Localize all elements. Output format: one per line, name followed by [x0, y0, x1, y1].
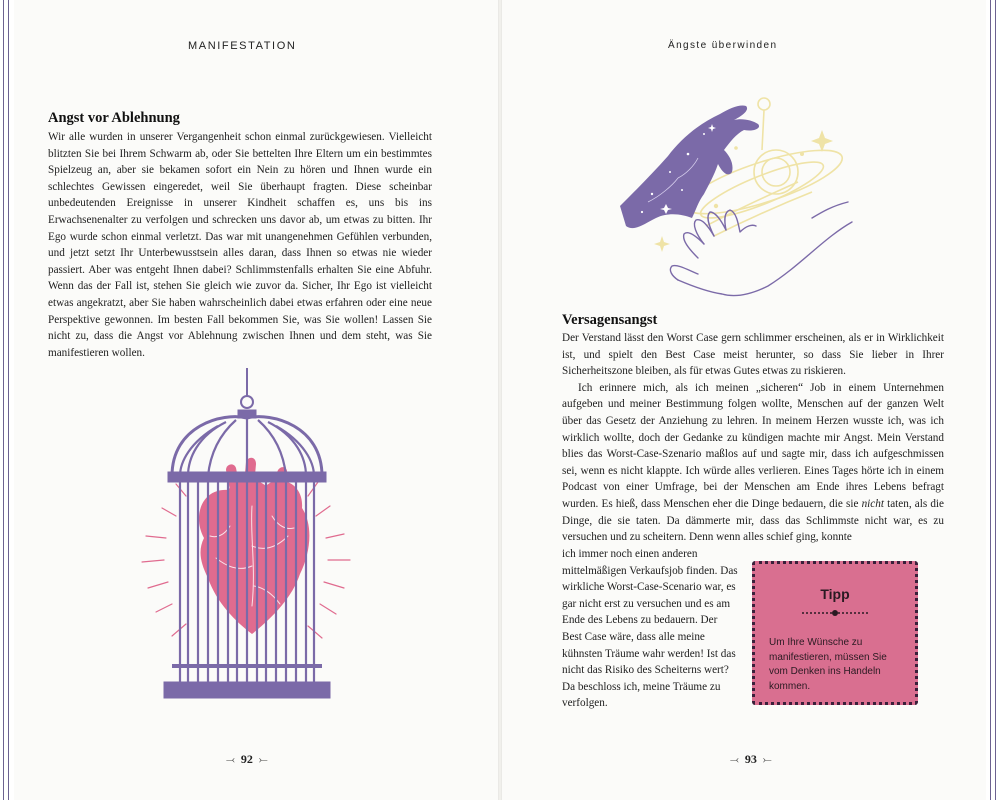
section-title-rejection: Angst vor Ablehnung — [48, 110, 180, 126]
birdcage-heart-illustration — [132, 366, 362, 706]
right-body-text-column — [562, 546, 738, 712]
text-run: Ich erinnere mich, als ich meinen „sicheren“ Job in einem Unternehmen aufgeben und meiner Bestimmung folgen wollte, Menschen auf der ganzen Welt über das Gesetz der Anziehung zu lehren. In meinem Herzen wusste ich, was ich wirklich wollte, doch der Gedanke zu kündigen machte mir Angst. Mein Verstand blies das Worst-Case-Szenario maßlos auf und sagte mir, dass ich aufgeschmissen sei, wenn es nicht klappte. Ich würde alles verlieren. Eines Tages hörte ich in einem Podcast von einer Umfrage, bei der Menschen am Ende ihres Lebens befragt wurden. Es hieß, dass Menschen eher die Dinge bedauern, die sie — [562, 381, 944, 510]
paragraph — [562, 380, 944, 546]
left-running-head: MANIFESTATION — [188, 40, 297, 52]
page-edge-line — [990, 0, 991, 800]
heart-icon — [199, 458, 309, 634]
text-run: taten, als die Dinge, die sie taten. Da dämmerte mir, dass das Schlimmste nicht war, es zu versuchen und zu scheitern. Denn wenn alles schief ging, konnte — [562, 497, 945, 544]
emphasis: nicht — [861, 497, 884, 510]
folio-ornament: ⤚ — [762, 754, 772, 766]
paragraph: Wir alle wurden in unserer Vergangenheit schon einmal zurückgewiesen. Vielleicht blitzten Sie bei Ihrem Schwarm ab, oder Sie bettelten Ihre Eltern um ein bestimmtes Spielzeug an, aber sie bekamen sofort ein Nein zu hören und Ihnen wurde ein schlechtes Gewissen eingeredet, weil Sie überhaupt fragten. Diese scheinbar unbedeutenden Ereignisse in unserer Kindheit schaffen es, uns bis ins Erwachsenenalter zu verfolgen und schrecken uns davor ab, um etwas zu bitten. Ihr Ego wurde schon einmal verletzt. Das war mit unangenehmen Gefühlen verbunden, und jetzt setzt Ihr Unterbewusstsein alles daran, dass Ihnen so etwas nie wieder passiert. Aber was entgeht Ihnen dabei? Schlimmstenfalls erhalten Sie eine Abfuhr. Wenn das der Fall ist, stehen Sie gleich wie zuvor da. Sicher, Ihr Ego ist vielleicht etwas angekratzt, aber Sie haben wahrscheinlich dabei etwas erfahren oder eine neue Perspektive gewonnen. Im besten Fall bekommen Sie, was Sie wollen! Lassen Sie nicht zu, dass die Angst vor Ablehnung zwischen Ihnen und dem steht, was Sie manifestieren wollen. — [48, 131, 432, 359]
folio-ornament: ⤙ — [226, 754, 235, 766]
right-running-head: Ängste überwinden — [668, 40, 778, 51]
page-number: 93 — [744, 752, 757, 766]
ornament-divider-icon — [800, 609, 870, 617]
page-number-left — [220, 752, 274, 767]
paragraph: Der Verstand lässt den Worst Case gern schlimmer erscheinen, als er in Wirklichkeit ist, und spielt den Best Case meist herunter, so dass Sie lieber in Ihrer Sicherheitszone bleiben, als für etwas Gutes etwas zu riskieren. — [562, 332, 944, 378]
hands-celestial-illustration — [612, 94, 862, 304]
book-gutter — [498, 0, 502, 800]
lower-hand-icon — [670, 202, 852, 296]
tip-title: Tipp — [820, 586, 850, 602]
tip-box — [752, 561, 918, 705]
tip-text: Um Ihre Wünsche zu manifestieren, müssen Sie vom Denken ins Handeln kommen. — [769, 637, 887, 692]
paragraph: ich immer noch einen anderen mittelmäßigen Verkaufsjob finden. Das wirkliche Worst-Case-Scenario war, es gar nicht erst zu versuchen und es am Ende des Lebens zu bedauern. Der Best Case wäre, dass alle meine kühnsten Träume wahr werden! Ist das nicht das Risiko des Scheiterns wert? Da beschloss ich, meine Träume zu verfolgen. — [562, 548, 738, 710]
page-number-right — [724, 752, 778, 767]
folio-ornament: ⤚ — [258, 754, 268, 766]
page-edge-line — [3, 0, 4, 800]
left-body-text — [48, 129, 432, 361]
page-edge-line — [8, 0, 9, 800]
page-edge-line — [995, 0, 996, 800]
section-title-failure: Versagensangst — [562, 312, 658, 328]
right-body-text — [562, 330, 944, 546]
page-number: 92 — [240, 752, 253, 766]
birdcage — [164, 368, 330, 698]
folio-ornament: ⤙ — [730, 754, 739, 766]
